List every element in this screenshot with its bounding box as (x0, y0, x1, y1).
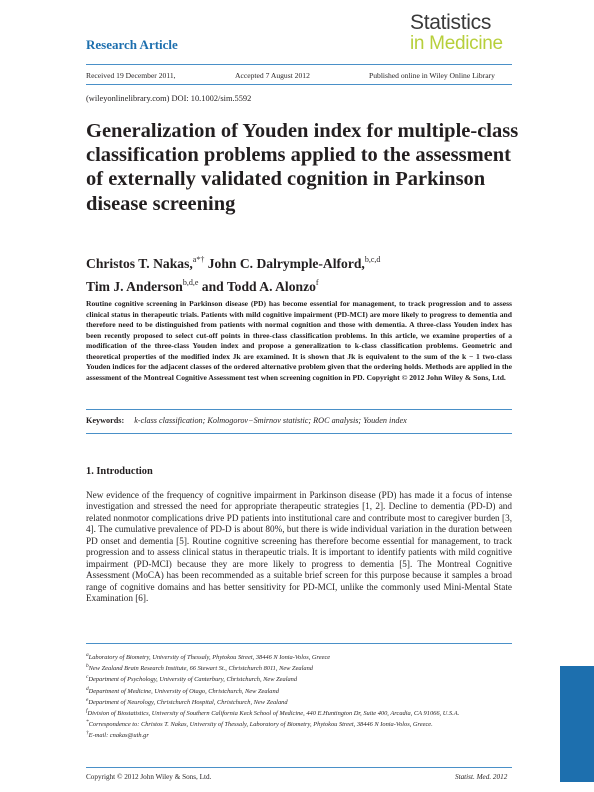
meta-rule (86, 84, 512, 85)
abstract: Routine cognitive screening in Parkinson disease (PD) has become essential for management, to track progression and to assess clinical status in therapeutic trials. Patients with mild cognitive impairment (PD-MCI) are more likely to progress to dementia and therefore need to be distinguished from patients with normal cognition and those with dementia. A three-class Youden index has been recently proposed to select cut-off points in three-class classification problems. In this article, we examine properties of a modification of the three-class Youden index and propose a generalization to k-class classification problems. Geometric and theoretical properties of the modified index Jk are examined. It is shown that Jk is equivalent to the sum of the k − 1 two-class Youden indices for the adjacent classes of the ordered alternative problem given that the ordering holds. Methods are applied in the assessment of the Montreal Cognitive Assessment test when screening cognition in PD. Copyright © 2012 John Wiley & Sons, Ltd. (86, 299, 512, 382)
keywords-top-rule (86, 409, 512, 410)
affil-sup: b,c,d (364, 255, 381, 264)
keywords-text: k-class classification; Kolmogorov−Smirnov statistic; ROC analysis; Youden index (134, 416, 407, 425)
page-edge-tab (560, 666, 594, 782)
received-date: Received 19 December 2011, (86, 71, 176, 80)
keywords-bottom-rule (86, 433, 512, 434)
footnote-email[interactable]: †E-mail: cnakas@uth.gr (86, 730, 149, 740)
footnote-correspondence: *Correspondence to: Christos T. Nakas, University of Thessaly, Laboratory of Biometry, Phytokou Street, 38446 N Ionia-Volos, Greece. (86, 719, 433, 729)
footnote-affil-b: $^b$New Zealand Brain Research Institute, 66 Stewart St., Christchurch 8011, New Zealand (86, 663, 313, 673)
journal-logo-statistics: Statistics (410, 11, 492, 34)
footnote-affil-c: $^c$Department of Psychology, University of Canterbury, Christchurch, New Zealand (86, 674, 298, 684)
footnote-rule (86, 643, 512, 644)
author-alonzo: and Todd A. Alonzo (201, 278, 316, 294)
footnote-affil-e: $^e$Department of Neurology, Christchurch Hospital, Christchurch, New Zealand (86, 696, 288, 706)
author-dalrymple-alford: John C. Dalrymple-Alford, (207, 256, 365, 271)
footnote-affil-f: $^f$Division of Biostatistics, University of Southern California Keck School of Medicine, 440 E.Huntington Dr, Suite 400, Arcadia, CA 91066, U.S.A. (86, 707, 460, 717)
author-list (86, 251, 526, 296)
section-heading-introduction: 1. Introduction (86, 466, 153, 477)
author-nakas: Christos T. Nakas, (86, 256, 193, 271)
footer-copyright: Copyright © 2012 John Wiley & Sons, Ltd. (86, 773, 212, 781)
footer-citation: Statist. Med. 2012 (455, 773, 508, 781)
paper-title: Generalization of Youden index for multiple-class classification problems applied to the assessment of externally validated cognition in Parkinson disease screening (86, 120, 519, 215)
author-anderson: Tim J. Anderson (86, 278, 183, 294)
introduction-body: New evidence of the frequency of cognitive impairment in Parkinson disease (PD) has made it a focus of intense investigation and stressed the need for appropriate therapeutic strategies [1, 2]. Decline to dementia (PD-D) and related nonmotor complications drive PD patients into institutional care and contribute most to caregiver burden [3, 4]. The cumulative prevalence of PD-D is about 80%, but there is wide individual variation in the duration between PD onset and dementia [5]. Routine cognitive screening has therefore become essential for management, to track progression and to assess clinical status in therapeutic trials. It is important to identify patients with mild cognitive impairment (PD-MCI) because they are more likely to progress to dementia [5]. The Montreal Cognitive Assessment (MoCA) has been recommended as a suitable brief screen for this purpose because it samples a broad range of cognitive domains and has better sensitivity for PD-MCI, unlike the commonly used Mini-Mental State Examination [6]. (86, 490, 512, 604)
article-type-label: Research Article (86, 37, 178, 52)
footnote-affil-d: $^d$Department of Medicine, University of Otago, Christchurch, New Zealand (86, 685, 279, 695)
published-online: Published online in Wiley Online Library (369, 71, 495, 80)
footer-rule (86, 767, 512, 768)
affil-sup: f (315, 277, 319, 287)
journal-logo-in-medicine: in Medicine (410, 33, 503, 54)
affil-sup: a*† (192, 255, 205, 264)
footnotes (86, 651, 512, 740)
keywords-row (86, 416, 512, 425)
affil-sup: b,d,e (182, 277, 199, 287)
doi-line[interactable]: (wileyonlinelibrary.com) DOI: 10.1002/sim.5592 (86, 94, 252, 103)
header-rule (86, 64, 512, 65)
accepted-date: Accepted 7 August 2012 (235, 71, 310, 80)
keywords-label: Keywords: (86, 416, 125, 425)
footnote-affil-a: $^a$Laboratory of Biometry, University of Thessaly, Phytokou Street, 38446 N Ionia-Volos, Greece (86, 652, 331, 662)
